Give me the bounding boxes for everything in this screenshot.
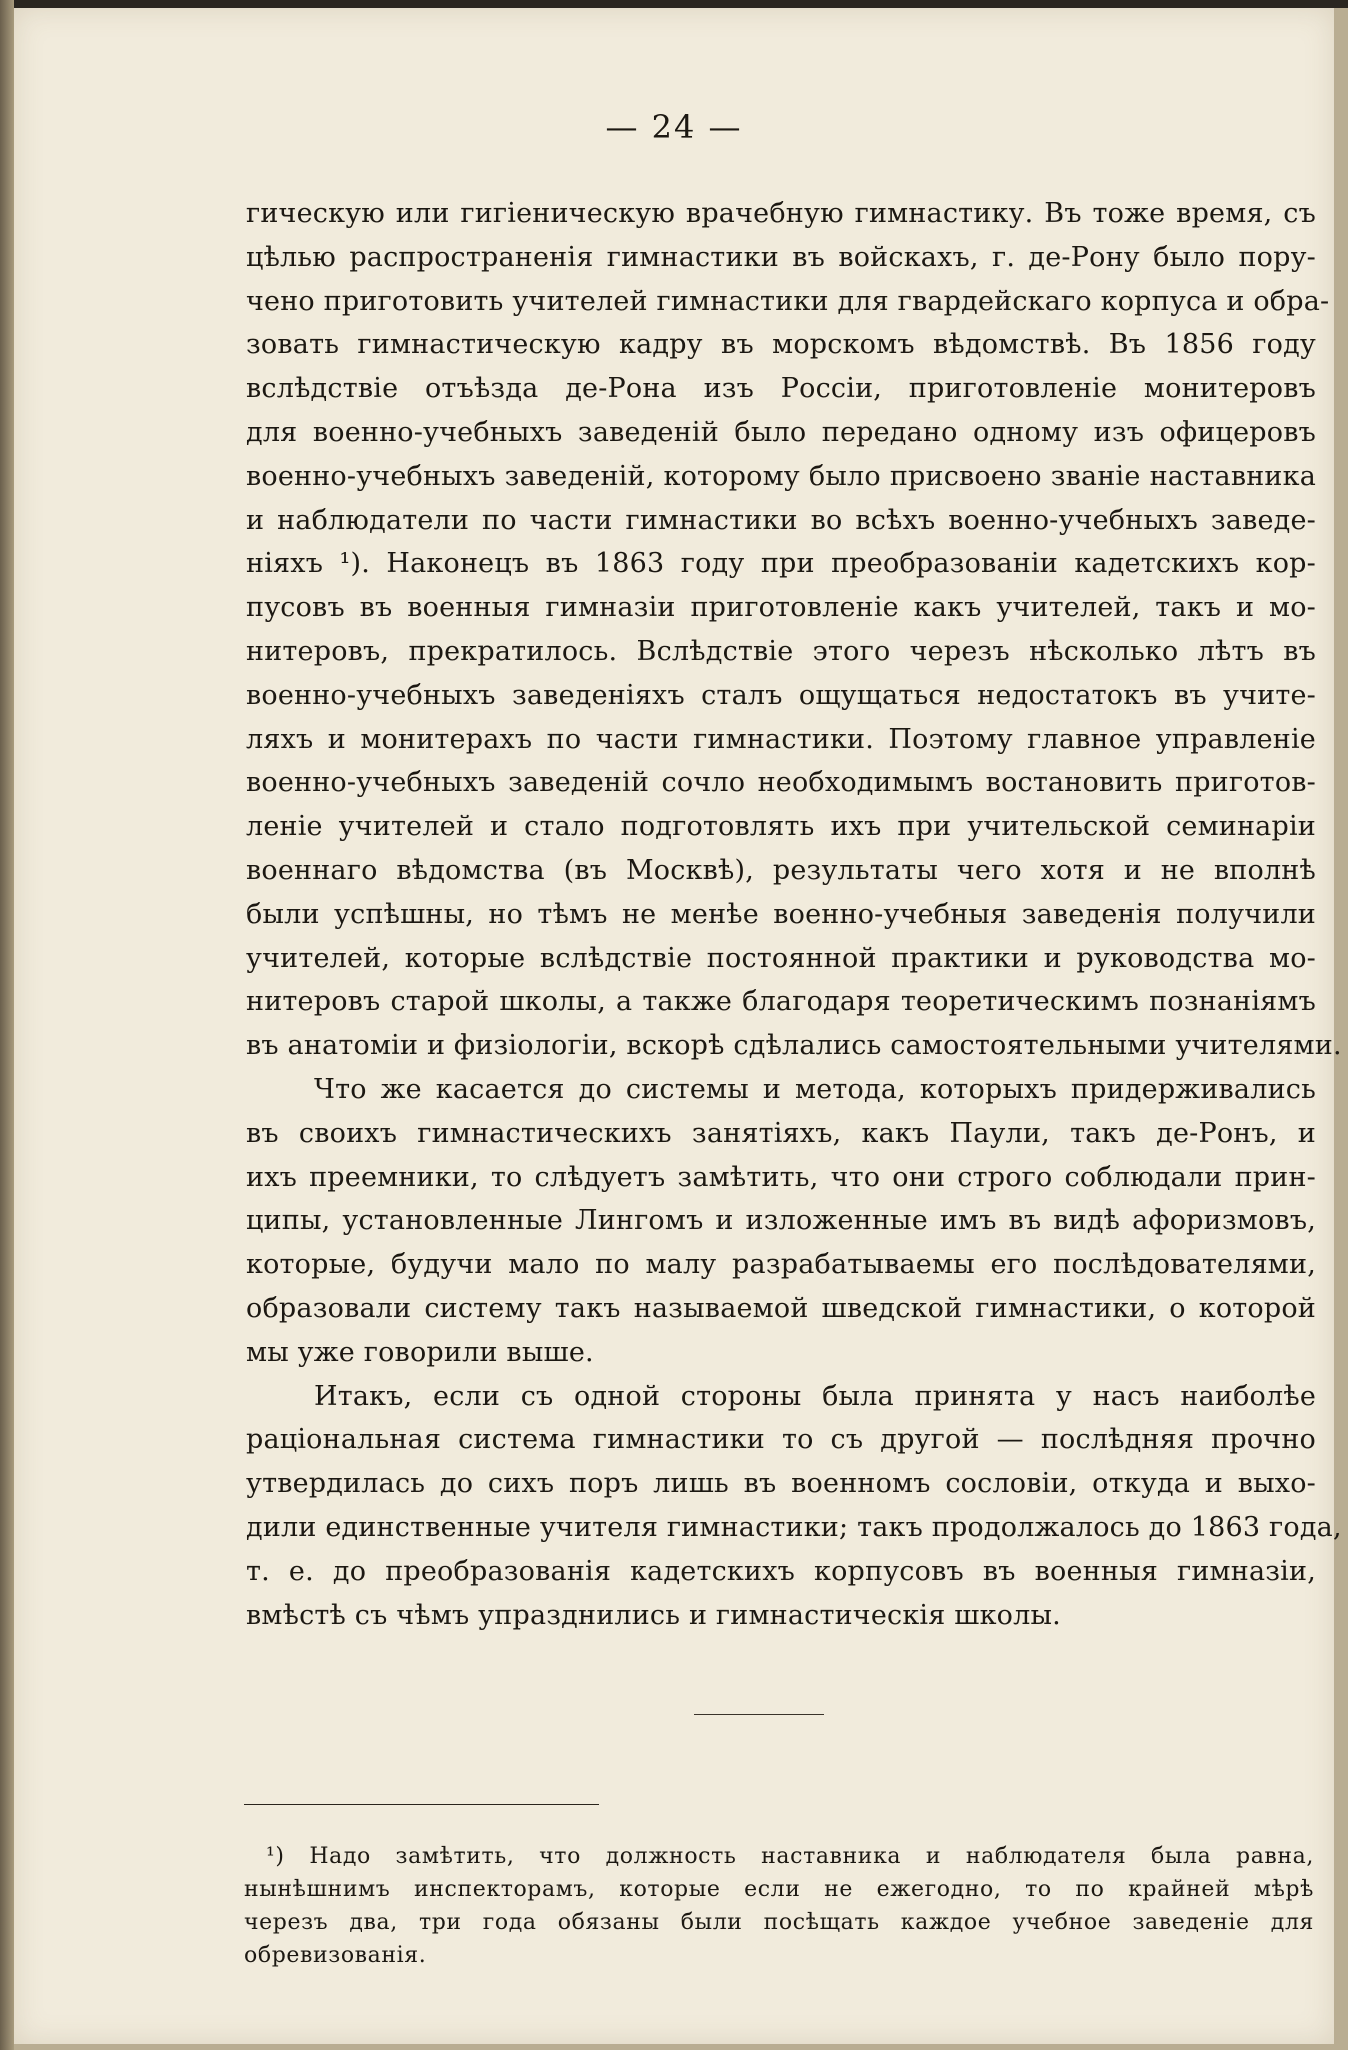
footnote-rule bbox=[244, 1804, 599, 1805]
text-line: ляхъ и монитерахъ по части гимнастики. Поэтому главное управленіе bbox=[246, 723, 1316, 755]
book-page bbox=[14, 8, 1342, 2044]
footnote-line: нынѣшнимъ инспекторамъ, которые если не ежегодно, то по крайней мѣрѣ bbox=[244, 1877, 1314, 1902]
text-line: и наблюдатели по части гимнастики во всѣхъ военно-учебныхъ заведе- bbox=[246, 504, 1316, 536]
text-line: т. е. до преобразованія кадетскихъ корпусовъ въ военныя гимназіи, bbox=[246, 1555, 1316, 1587]
text-line: пусовъ въ военныя гимназіи приготовленіе какъ учителей, такъ и мо- bbox=[246, 592, 1316, 624]
text-line: въ своихъ гимнастическихъ занятіяхъ, какъ Паули, такъ де-Ронъ, и bbox=[246, 1117, 1316, 1149]
text-line: военно-учебныхъ заведеній сочло необходимымъ востановить приготов- bbox=[246, 767, 1316, 799]
text-line: которые, будучи мало по малу разрабатываемы его послѣдователями, bbox=[246, 1249, 1316, 1281]
text-line: вмѣстѣ съ чѣмъ упразднились и гимнастическія школы. bbox=[246, 1599, 1061, 1631]
scan-top-edge bbox=[0, 0, 1348, 8]
text-line: образовали систему такъ называемой шведской гимнастики, о которой bbox=[246, 1292, 1316, 1324]
scan-left-edge bbox=[0, 0, 14, 2050]
text-line: дили единственные учителя гимнастики; такъ продолжалось до 1863 года, bbox=[246, 1511, 1342, 1543]
footnote-line: черезъ два, три года обязаны были посѣщать каждое учебное заведеніе для bbox=[244, 1910, 1314, 1935]
text-line: военнаго вѣдомства (въ Москвѣ), результаты чего хотя и не вполнѣ bbox=[246, 854, 1316, 886]
text-line: ципы, установленные Лингомъ и изложенные имъ въ видѣ афоризмовъ, bbox=[246, 1205, 1316, 1237]
text-line: зовать гимнастическую кадру въ морскомъ вѣдомствѣ. Въ 1856 году bbox=[246, 329, 1316, 361]
section-divider bbox=[694, 1714, 824, 1715]
text-line: ніяхъ ¹). Наконецъ въ 1863 году при преобразованіи кадетскихъ кор- bbox=[246, 548, 1316, 580]
text-line: чено приготовить учителей гимнастики для гвардейскаго корпуса и обра- bbox=[246, 285, 1330, 317]
text-line: нитеровъ, прекратилось. Вслѣдствіе этого черезъ нѣсколько лѣтъ въ bbox=[246, 635, 1316, 667]
text-line: леніе учителей и стало подготовлять ихъ при учительской семинаріи bbox=[246, 811, 1316, 843]
text-line: раціональная система гимнастики то съ другой — послѣдняя прочно bbox=[246, 1424, 1316, 1456]
text-line: утвердилась до сихъ поръ лишь въ военномъ сословіи, откуда и выхо- bbox=[246, 1468, 1316, 1500]
main-text bbox=[246, 192, 1342, 1637]
footnote bbox=[244, 1840, 1314, 1972]
text-line: учителей, которые вслѣдствіе постоянной практики и руководства мо- bbox=[246, 942, 1316, 974]
paragraph-1 bbox=[246, 192, 1342, 1068]
text-line: были успѣшны, но тѣмъ не менѣе военно-учебныя заведенія получили bbox=[246, 898, 1316, 930]
text-line: цѣлью распространенія гимнастики въ войскахъ, г. де-Рону было пору- bbox=[246, 241, 1316, 273]
text-line: гическую или гигіеническую врачебную гимнастику. Въ тоже время, съ bbox=[246, 198, 1316, 229]
text-line: Итакъ, если съ одной стороны была принята у насъ наиболѣе bbox=[314, 1380, 1316, 1412]
footnote-line: обревизованія. bbox=[244, 1943, 427, 1968]
text-line: мы уже говорили выше. bbox=[246, 1336, 594, 1368]
text-line: Что же касается до системы и метода, которыхъ придерживались bbox=[314, 1073, 1316, 1105]
page-number: — 24 — bbox=[605, 108, 743, 146]
text-line: военно-учебныхъ заведеніяхъ сталъ ощущаться недостатокъ въ учите- bbox=[246, 679, 1316, 711]
text-line: нитеровъ старой школы, а также благодаря теоретическимъ познаніямъ bbox=[246, 986, 1316, 1018]
text-line: военно-учебныхъ заведеній, которому было присвоено званіе наставника bbox=[246, 460, 1316, 492]
text-line: въ анатоміи и физіологіи, вскорѣ сдѣлались самостоятельными учителями. bbox=[246, 1030, 1342, 1062]
text-line: для военно-учебныхъ заведеній было передано одному изъ офицеровъ bbox=[246, 416, 1316, 448]
paragraph-2 bbox=[246, 1068, 1316, 1375]
footnote-line: ¹) Надо замѣтить, что должность наставника и наблюдателя была равна, bbox=[266, 1844, 1314, 1869]
paragraph-3 bbox=[246, 1375, 1342, 1638]
text-line: ихъ преемники, то слѣдуетъ замѣтить, что они строго соблюдали прин- bbox=[246, 1161, 1316, 1193]
text-line: вслѣдствіе отъѣзда де-Рона изъ Россіи, приготовленіе монитеровъ bbox=[246, 373, 1316, 405]
